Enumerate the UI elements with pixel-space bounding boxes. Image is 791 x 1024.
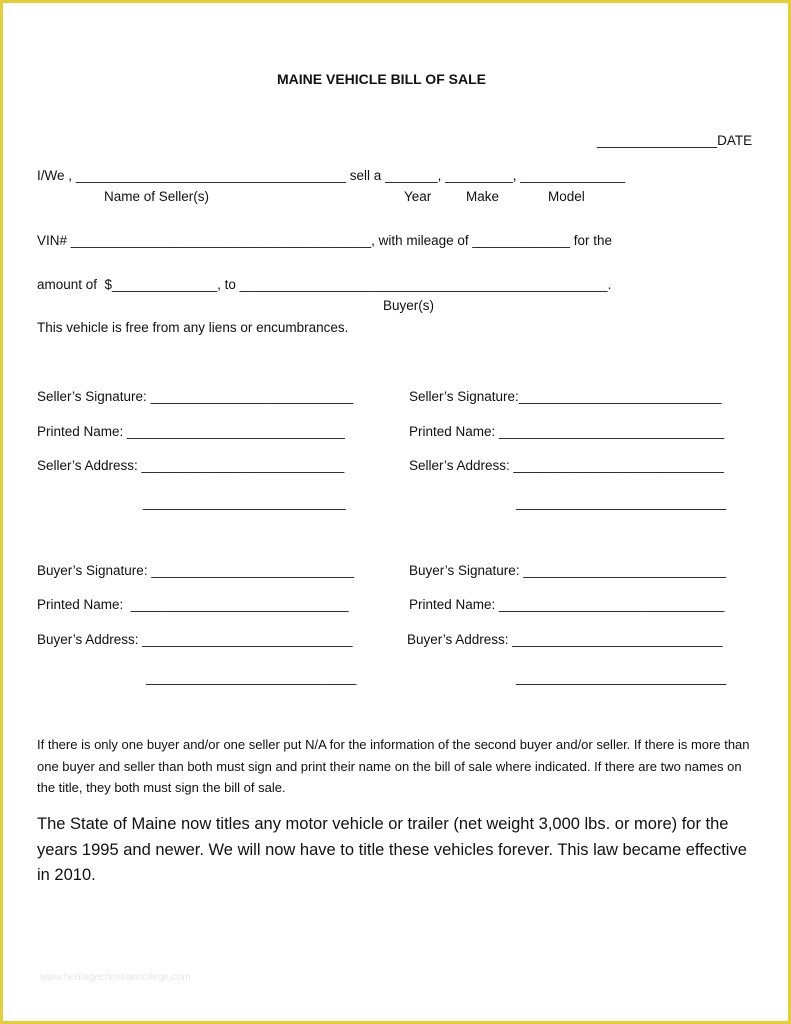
- maine-title-law-notice: The State of Maine now titles any motor vehicle or trailer (net weight 3,000 lbs. or more) for the years 1995 and newer. We will now have to title these vehicles forever. This law became effective in 2010.: [37, 815, 747, 884]
- buyer1-address-line2[interactable]: ____________________________: [146, 670, 357, 685]
- buyer2-signature-field[interactable]: Buyer’s Signature: ___________________________: [409, 563, 727, 578]
- seller1-printed-name-field[interactable]: Printed Name: _____________________________: [37, 424, 345, 439]
- amount-buyer-line[interactable]: amount of $______________, to _________________________________________________.: [37, 277, 612, 292]
- seller-names-label: Name of Seller(s): [104, 189, 210, 204]
- buyer1-address-field[interactable]: Buyer’s Address: ____________________________: [37, 632, 353, 647]
- seller-sell-line[interactable]: I/We , ____________________________________ sell a _______, _________, ______________: [37, 168, 626, 183]
- buyers-label: Buyer(s): [383, 298, 435, 313]
- year-label: Year: [404, 189, 432, 204]
- instructions-note: If there is only one buyer and/or one seller put N/A for the information of the second buyer and/or seller. If there is more than one buyer and seller than both must sign and print their name on the bill of sale where indicated. If there are two names on the title, they both must sign the bill of sale.: [37, 737, 750, 795]
- seller2-address-line2[interactable]: ____________________________: [516, 495, 727, 510]
- buyer1-signature-field[interactable]: Buyer’s Signature: ___________________________: [37, 563, 355, 578]
- model-label: Model: [548, 189, 585, 204]
- date-field[interactable]: ________________DATE: [597, 133, 753, 148]
- buyer2-printed-name-field[interactable]: Printed Name: ______________________________: [409, 597, 725, 612]
- seller1-address-field[interactable]: Seller’s Address: ___________________________: [37, 458, 345, 473]
- seller1-address-line2[interactable]: ___________________________: [143, 495, 346, 510]
- seller2-address-field[interactable]: Seller’s Address: ____________________________: [409, 458, 724, 473]
- seller1-signature-field[interactable]: Seller’s Signature: ___________________________: [37, 389, 354, 404]
- buyer2-address-field[interactable]: Buyer’s Address: ____________________________: [407, 632, 723, 647]
- buyer2-address-line2[interactable]: ____________________________: [516, 670, 727, 685]
- make-label: Make: [466, 189, 500, 204]
- liens-statement: This vehicle is free from any liens or encumbrances.: [37, 320, 349, 335]
- vin-mileage-line[interactable]: VIN# ________________________________________, with mileage of _____________ for the: [37, 233, 613, 248]
- buyer1-printed-name-field[interactable]: Printed Name: _____________________________: [37, 597, 349, 612]
- document-title: MAINE VEHICLE BILL OF SALE: [277, 71, 486, 87]
- seller2-signature-field[interactable]: Seller’s Signature:___________________________: [409, 389, 722, 404]
- watermark: www.heritagechristiancollege.com: [40, 972, 191, 983]
- seller2-printed-name-field[interactable]: Printed Name: ______________________________: [409, 424, 725, 439]
